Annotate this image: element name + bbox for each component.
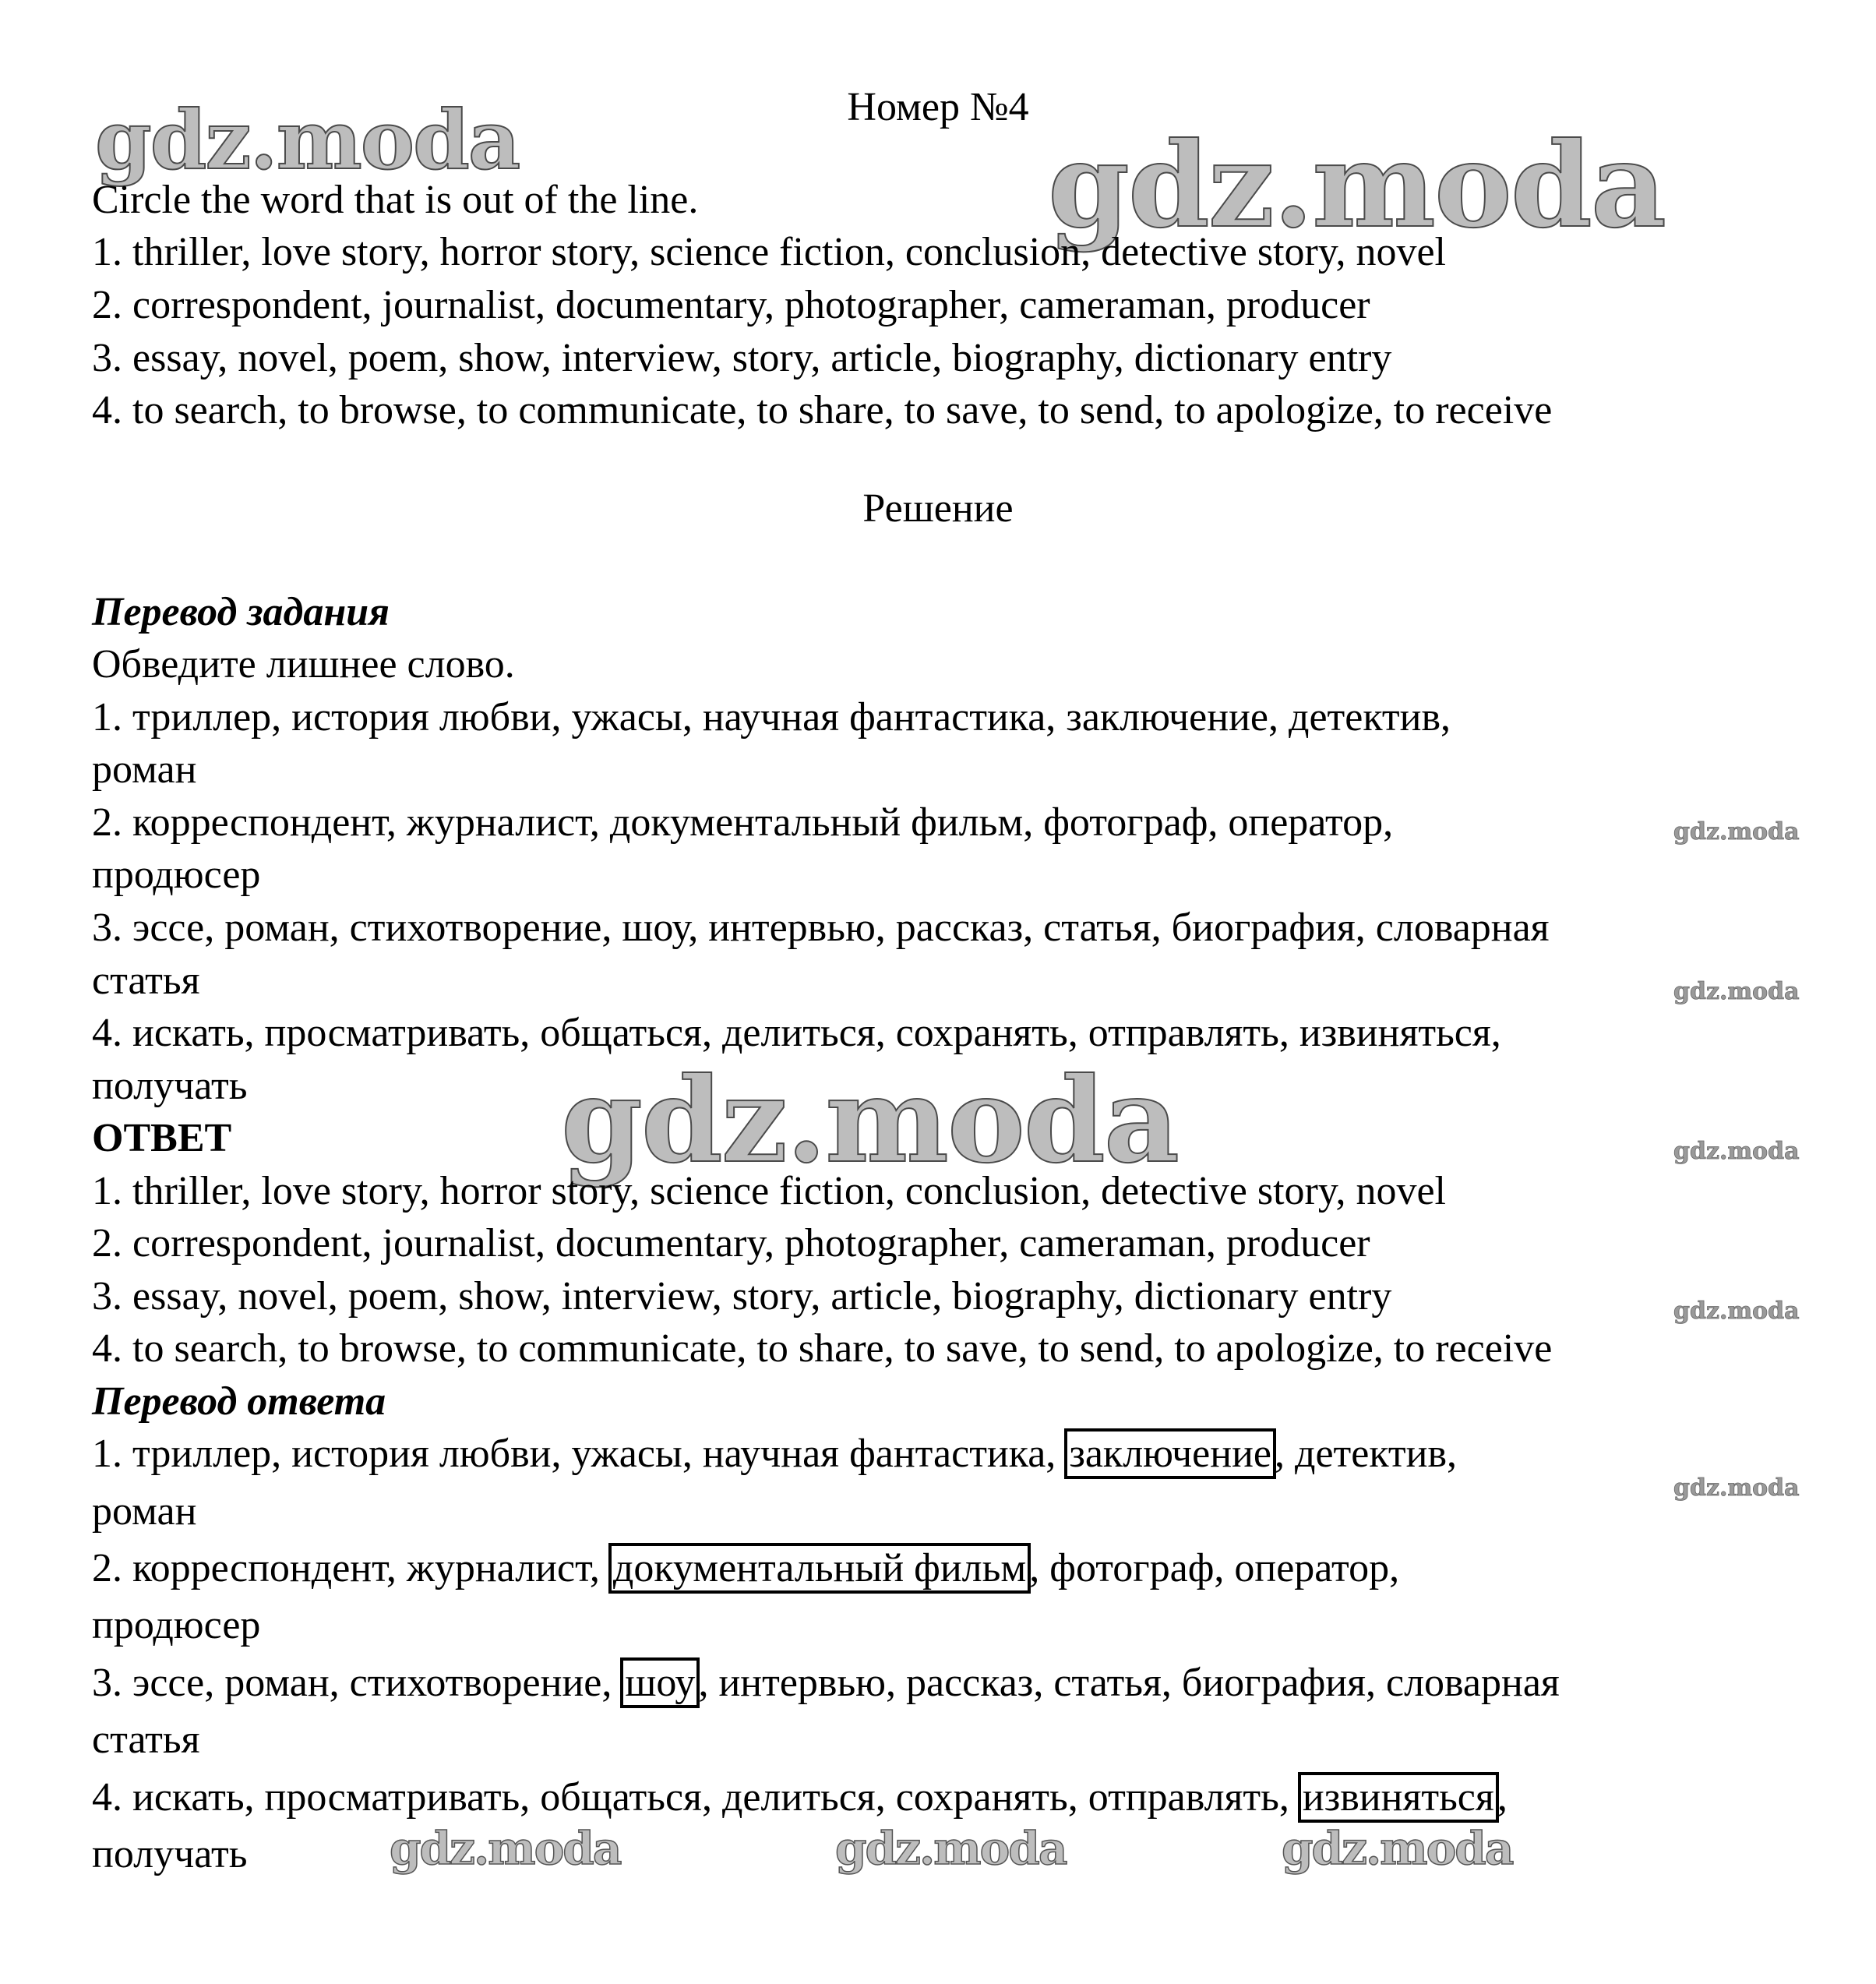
circled-answer: документальный фильм — [608, 1543, 1031, 1594]
watermark-logo: gdz.moda — [1673, 1138, 1800, 1165]
solution-heading: Решение — [862, 486, 1014, 531]
task-translation-line: 3. эссе, роман, стихотворение, шоу, интервью, рассказ, статья, биография, словарная — [92, 906, 1550, 950]
answer-translation-heading: Перевод ответа — [92, 1379, 386, 1424]
answer-translation-line: получать — [92, 1832, 248, 1876]
answer-translation-line: продюсер — [92, 1603, 261, 1647]
watermark-logo: gdz.moda — [1673, 818, 1800, 845]
task-translation-line: продюсер — [92, 853, 261, 897]
answer-translation-line — [92, 1545, 1399, 1592]
task-translation-line: 4. искать, просматривать, общаться, делиться, сохранять, отправлять, извиняться, — [92, 1011, 1501, 1055]
watermark-logo: gdz.moda — [561, 1052, 1179, 1189]
answer-text: 4. искать, просматривать, общаться, делиться, сохранять, отправлять, — [92, 1775, 1299, 1820]
watermark-logo: gdz.moda — [1282, 1822, 1513, 1875]
answer-text: , фотограф, оператор, — [1029, 1546, 1400, 1590]
task-item: 1. thriller, love story, horror story, science fiction, conclusion, detective story, novel — [92, 230, 1446, 274]
task-translation-instruction: Обведите лишнее слово. — [92, 642, 515, 687]
task-instruction: Circle the word that is out of the line. — [92, 178, 699, 222]
task-translation-line: получать — [92, 1064, 248, 1108]
watermark-logo: gdz.moda — [1673, 1297, 1800, 1325]
watermark-logo: gdz.moda — [95, 92, 520, 188]
answer-translation-line — [92, 1660, 1560, 1707]
task-item: 4. to search, to browse, to communicate, to share, to save, to send, to apologize, to receive — [92, 388, 1553, 432]
answer-text: 3. эссе, роман, стихотворение, — [92, 1661, 622, 1705]
task-translation-line: 1. триллер, история любви, ужасы, научная фантастика, заключение, детектив, — [92, 695, 1451, 740]
task-translation-line: роман — [92, 747, 197, 792]
circled-answer: заключение — [1064, 1428, 1276, 1479]
answer-line: 4. to search, to browse, to communicate, to share, to save, to send, to apologize, to receive — [92, 1326, 1553, 1371]
answer-line: 1. thriller, love story, horror story, science fiction, conclusion, detective story, novel — [92, 1169, 1446, 1213]
answer-text: 2. корреспондент, журналист, — [92, 1546, 610, 1590]
circled-answer: шоу — [620, 1657, 700, 1708]
task-translation-line: статья — [92, 958, 200, 1003]
answer-translation-line: роман — [92, 1489, 197, 1534]
answer-line: 2. correspondent, journalist, documentary, photographer, cameraman, producer — [92, 1221, 1370, 1266]
answer-text: 1. триллер, история любви, ужасы, научная фантастика, — [92, 1432, 1067, 1476]
watermark-logo: gdz.moda — [835, 1822, 1067, 1875]
answer-text: , детектив, — [1274, 1432, 1458, 1476]
answer-text: , — [1497, 1775, 1508, 1820]
watermark-logo: gdz.moda — [1673, 978, 1800, 1005]
answer-translation-line: статья — [92, 1717, 200, 1762]
answer-heading: ОТВЕТ — [92, 1116, 232, 1160]
answer-line: 3. essay, novel, poem, show, interview, story, article, biography, dictionary entry — [92, 1274, 1392, 1319]
task-translation-heading: Перевод задания — [92, 590, 390, 634]
circled-answer: извиняться — [1298, 1772, 1499, 1823]
answer-translation-line — [92, 1774, 1508, 1821]
task-translation-line: 2. корреспондент, журналист, документальный фильм, фотограф, оператор, — [92, 800, 1394, 845]
answer-translation-line — [92, 1431, 1457, 1477]
exercise-number: Номер №4 — [847, 85, 1029, 129]
task-item: 3. essay, novel, poem, show, interview, story, article, biography, dictionary entry — [92, 336, 1392, 380]
watermark-logo: gdz.moda — [390, 1822, 621, 1875]
watermark-logo: gdz.moda — [1048, 117, 1666, 254]
task-item: 2. correspondent, journalist, documentary, photographer, cameraman, producer — [92, 283, 1370, 327]
answer-text: , интервью, рассказ, статья, биография, словарная — [698, 1661, 1560, 1705]
watermark-logo: gdz.moda — [1673, 1474, 1800, 1502]
